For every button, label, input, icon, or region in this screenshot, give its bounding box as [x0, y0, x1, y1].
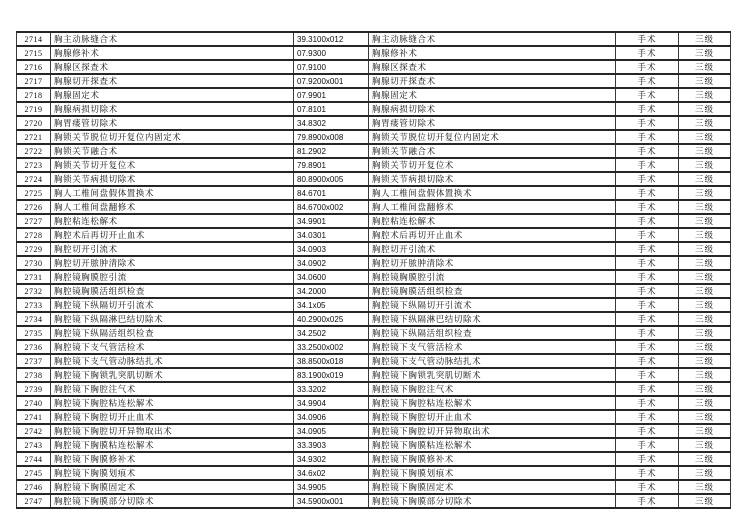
row-number-cell: 2727 [17, 214, 51, 228]
table-row [17, 32, 731, 46]
level-cell: 三级 [679, 228, 731, 242]
procedure-code-cell: 34.8302 [294, 116, 369, 130]
level-cell: 三级 [679, 270, 731, 284]
surgery-type-cell: 手术 [616, 396, 679, 410]
procedure-name-cell: 胸腔粘连松解术 [51, 214, 294, 228]
procedure-name-repeat-cell: 胸腺固定术 [369, 88, 616, 102]
level-cell: 三级 [679, 144, 731, 158]
table-row [17, 88, 731, 102]
procedure-name-cell: 胸腺切开探查术 [51, 74, 294, 88]
level-cell: 三级 [679, 88, 731, 102]
table-row [17, 186, 731, 200]
level-cell: 三级 [679, 438, 731, 452]
procedure-name-cell: 胸腔镜下胸膜划痕术 [51, 466, 294, 480]
procedure-code-cell: 39.3100x012 [294, 32, 369, 46]
surgery-type-cell: 手术 [616, 256, 679, 270]
table-row [17, 396, 731, 410]
procedure-name-cell: 胸锁关节切开复位术 [51, 158, 294, 172]
surgery-type-cell: 手术 [616, 200, 679, 214]
level-cell: 三级 [679, 214, 731, 228]
procedure-name-repeat-cell: 胸腔镜下胸膜划痕术 [369, 466, 616, 480]
row-number-cell: 2740 [17, 396, 51, 410]
procedure-name-repeat-cell: 胸腔镜下胸腔切开异物取出术 [369, 424, 616, 438]
procedure-code-cell: 34.0903 [294, 242, 369, 256]
row-number-cell: 2722 [17, 144, 51, 158]
table-row [17, 438, 731, 452]
table-row [17, 298, 731, 312]
table-row [17, 200, 731, 214]
table-body [17, 32, 731, 508]
surgery-type-cell: 手术 [616, 270, 679, 284]
row-number-cell: 2731 [17, 270, 51, 284]
procedure-code-cell: 34.0600 [294, 270, 369, 284]
surgery-type-cell: 手术 [616, 298, 679, 312]
procedure-name-cell: 胸腺区探查术 [51, 60, 294, 74]
row-number-cell: 2715 [17, 46, 51, 60]
level-cell: 三级 [679, 46, 731, 60]
table-row [17, 480, 731, 494]
level-cell: 三级 [679, 312, 731, 326]
level-cell: 三级 [679, 368, 731, 382]
procedure-name-repeat-cell: 胸腺修补术 [369, 46, 616, 60]
surgery-type-cell: 手术 [616, 158, 679, 172]
row-number-cell: 2719 [17, 102, 51, 116]
surgery-type-cell: 手术 [616, 494, 679, 508]
table-row [17, 340, 731, 354]
level-cell: 三级 [679, 256, 731, 270]
procedure-name-repeat-cell: 胸腺病损切除术 [369, 102, 616, 116]
surgery-type-cell: 手术 [616, 424, 679, 438]
procedure-name-cell: 胸腔镜下胸膜部分切除术 [51, 494, 294, 508]
table-row [17, 74, 731, 88]
procedure-code-cell: 34.1x05 [294, 298, 369, 312]
procedure-name-repeat-cell: 胸腺区探查术 [369, 60, 616, 74]
row-number-cell: 2734 [17, 312, 51, 326]
procedure-name-repeat-cell: 胸腔镜胸膜活组织检查 [369, 284, 616, 298]
row-number-cell: 2728 [17, 228, 51, 242]
procedure-name-repeat-cell: 胸腔镜下胸膜部分切除术 [369, 494, 616, 508]
level-cell: 三级 [679, 158, 731, 172]
table-row [17, 158, 731, 172]
procedure-name-cell: 胸腔镜下纵隔淋巴结切除术 [51, 312, 294, 326]
surgery-type-cell: 手术 [616, 368, 679, 382]
procedure-code-cell: 34.0906 [294, 410, 369, 424]
procedure-code-cell: 34.0301 [294, 228, 369, 242]
surgery-type-cell: 手术 [616, 130, 679, 144]
row-number-cell: 2746 [17, 480, 51, 494]
procedure-name-repeat-cell: 胸腔镜下支气管动脉结扎术 [369, 354, 616, 368]
procedure-name-cell: 胸腔镜下纵隔切开引流术 [51, 298, 294, 312]
procedure-name-cell: 胸腺病损切除术 [51, 102, 294, 116]
level-cell: 三级 [679, 130, 731, 144]
surgery-type-cell: 手术 [616, 312, 679, 326]
surgery-type-cell: 手术 [616, 172, 679, 186]
procedure-name-repeat-cell: 胸腔镜下纵隔活组织检查 [369, 326, 616, 340]
surgery-type-cell: 手术 [616, 438, 679, 452]
level-cell: 三级 [679, 410, 731, 424]
procedure-code-table [16, 31, 731, 509]
procedure-name-cell: 胸腔镜下胸腔注气术 [51, 382, 294, 396]
surgery-type-cell: 手术 [616, 354, 679, 368]
row-number-cell: 2743 [17, 438, 51, 452]
level-cell: 三级 [679, 284, 731, 298]
surgery-type-cell: 手术 [616, 214, 679, 228]
procedure-code-cell: 79.8900x008 [294, 130, 369, 144]
table-row [17, 130, 731, 144]
row-number-cell: 2714 [17, 32, 51, 46]
procedure-code-cell: 34.9901 [294, 214, 369, 228]
level-cell: 三级 [679, 32, 731, 46]
row-number-cell: 2726 [17, 200, 51, 214]
row-number-cell: 2729 [17, 242, 51, 256]
procedure-name-repeat-cell: 胸腔粘连松解术 [369, 214, 616, 228]
procedure-name-cell: 胸腔术后再切开止血术 [51, 228, 294, 242]
level-cell: 三级 [679, 200, 731, 214]
surgery-type-cell: 手术 [616, 144, 679, 158]
procedure-code-cell: 34.9905 [294, 480, 369, 494]
procedure-name-cell: 胸人工椎间盘假体置换术 [51, 186, 294, 200]
table-row [17, 270, 731, 284]
procedure-name-cell: 胸人工椎间盘翻修术 [51, 200, 294, 214]
procedure-code-cell: 07.9901 [294, 88, 369, 102]
level-cell: 三级 [679, 186, 731, 200]
row-number-cell: 2745 [17, 466, 51, 480]
procedure-code-cell: 84.6700x002 [294, 200, 369, 214]
row-number-cell: 2742 [17, 424, 51, 438]
row-number-cell: 2741 [17, 410, 51, 424]
row-number-cell: 2744 [17, 452, 51, 466]
procedure-name-cell: 胸腔切开引流术 [51, 242, 294, 256]
level-cell: 三级 [679, 242, 731, 256]
level-cell: 三级 [679, 340, 731, 354]
row-number-cell: 2747 [17, 494, 51, 508]
table-row [17, 312, 731, 326]
table-row [17, 494, 731, 508]
level-cell: 三级 [679, 354, 731, 368]
procedure-code-cell: 38.8500x018 [294, 354, 369, 368]
row-number-cell: 2724 [17, 172, 51, 186]
procedure-name-cell: 胸腔镜下纵隔活组织检查 [51, 326, 294, 340]
procedure-name-repeat-cell: 胸锁关节病损切除术 [369, 172, 616, 186]
procedure-name-repeat-cell: 胸腔镜下胸锁乳突肌切断术 [369, 368, 616, 382]
table-row [17, 242, 731, 256]
procedure-code-cell: 34.0902 [294, 256, 369, 270]
table-row [17, 382, 731, 396]
procedure-code-cell: 07.9200x001 [294, 74, 369, 88]
procedure-name-repeat-cell: 胸腔镜胸膜腔引流 [369, 270, 616, 284]
procedure-name-repeat-cell: 胸锁关节融合术 [369, 144, 616, 158]
table-row [17, 256, 731, 270]
procedure-name-repeat-cell: 胸腔镜下胸腔注气术 [369, 382, 616, 396]
row-number-cell: 2716 [17, 60, 51, 74]
procedure-name-cell: 胸腺固定术 [51, 88, 294, 102]
table-row [17, 172, 731, 186]
procedure-name-cell: 胸腔镜下胸腔粘连松解术 [51, 396, 294, 410]
procedure-code-cell: 79.8901 [294, 158, 369, 172]
surgery-type-cell: 手术 [616, 284, 679, 298]
procedure-name-cell: 胸锁关节脱位切开复位内固定术 [51, 130, 294, 144]
procedure-code-cell: 33.3903 [294, 438, 369, 452]
row-number-cell: 2735 [17, 326, 51, 340]
procedure-name-repeat-cell: 胸主动脉缝合术 [369, 32, 616, 46]
procedure-code-cell: 33.3202 [294, 382, 369, 396]
table-row [17, 116, 731, 130]
level-cell: 三级 [679, 480, 731, 494]
procedure-name-cell: 胸腔镜胸膜活组织检查 [51, 284, 294, 298]
procedure-name-repeat-cell: 胸腔切开脓肿清除术 [369, 256, 616, 270]
procedure-name-cell: 胸腔切开脓肿清除术 [51, 256, 294, 270]
surgery-type-cell: 手术 [616, 46, 679, 60]
row-number-cell: 2725 [17, 186, 51, 200]
level-cell: 三级 [679, 60, 731, 74]
procedure-name-repeat-cell: 胸腔切开引流术 [369, 242, 616, 256]
level-cell: 三级 [679, 466, 731, 480]
procedure-name-cell: 胸腔镜下胸膜粘连松解术 [51, 438, 294, 452]
surgery-type-cell: 手术 [616, 186, 679, 200]
procedure-name-cell: 胸主动脉缝合术 [51, 32, 294, 46]
procedure-name-repeat-cell: 胸人工椎间盘假体置换术 [369, 186, 616, 200]
procedure-name-cell: 胸腔镜下支气管动脉结扎术 [51, 354, 294, 368]
procedure-name-repeat-cell: 胸腺切开探查术 [369, 74, 616, 88]
procedure-name-repeat-cell: 胸人工椎间盘翻修术 [369, 200, 616, 214]
row-number-cell: 2721 [17, 130, 51, 144]
level-cell: 三级 [679, 326, 731, 340]
surgery-type-cell: 手术 [616, 88, 679, 102]
table-row [17, 214, 731, 228]
row-number-cell: 2718 [17, 88, 51, 102]
table-row [17, 326, 731, 340]
procedure-name-cell: 胸腔镜下支气管活检术 [51, 340, 294, 354]
surgery-type-cell: 手术 [616, 242, 679, 256]
surgery-type-cell: 手术 [616, 116, 679, 130]
surgery-type-cell: 手术 [616, 480, 679, 494]
procedure-code-cell: 83.1900x019 [294, 368, 369, 382]
surgery-type-cell: 手术 [616, 32, 679, 46]
row-number-cell: 2736 [17, 340, 51, 354]
procedure-name-repeat-cell: 胸腔镜下纵隔切开引流术 [369, 298, 616, 312]
procedure-code-cell: 07.8101 [294, 102, 369, 116]
surgery-type-cell: 手术 [616, 340, 679, 354]
surgery-type-cell: 手术 [616, 452, 679, 466]
table-row [17, 410, 731, 424]
procedure-code-cell: 34.9904 [294, 396, 369, 410]
surgery-type-cell: 手术 [616, 466, 679, 480]
surgery-type-cell: 手术 [616, 326, 679, 340]
table-row [17, 284, 731, 298]
procedure-code-cell: 34.0905 [294, 424, 369, 438]
procedure-code-cell: 07.9300 [294, 46, 369, 60]
row-number-cell: 2730 [17, 256, 51, 270]
procedure-code-cell: 34.5900x001 [294, 494, 369, 508]
level-cell: 三级 [679, 298, 731, 312]
level-cell: 三级 [679, 172, 731, 186]
procedure-name-repeat-cell: 胸腔镜下胸腔粘连松解术 [369, 396, 616, 410]
level-cell: 三级 [679, 102, 731, 116]
level-cell: 三级 [679, 74, 731, 88]
procedure-code-cell: 40.2900x025 [294, 312, 369, 326]
procedure-name-cell: 胸胃瘘管切除术 [51, 116, 294, 130]
table-row [17, 46, 731, 60]
surgery-type-cell: 手术 [616, 410, 679, 424]
procedure-name-repeat-cell: 胸腔镜下胸膜固定术 [369, 480, 616, 494]
procedure-code-cell: 34.2000 [294, 284, 369, 298]
table-row [17, 354, 731, 368]
row-number-cell: 2732 [17, 284, 51, 298]
level-cell: 三级 [679, 396, 731, 410]
table-row [17, 144, 731, 158]
level-cell: 三级 [679, 382, 731, 396]
row-number-cell: 2720 [17, 116, 51, 130]
level-cell: 三级 [679, 424, 731, 438]
row-number-cell: 2733 [17, 298, 51, 312]
level-cell: 三级 [679, 494, 731, 508]
procedure-name-cell: 胸腔镜下胸膜修补术 [51, 452, 294, 466]
procedure-name-repeat-cell: 胸腔镜下胸膜粘连松解术 [369, 438, 616, 452]
procedure-code-cell: 80.8900x005 [294, 172, 369, 186]
procedure-name-cell: 胸腔镜下胸膜固定术 [51, 480, 294, 494]
table-row [17, 102, 731, 116]
surgery-type-cell: 手术 [616, 60, 679, 74]
procedure-name-cell: 胸腔镜下胸腔切开异物取出术 [51, 424, 294, 438]
row-number-cell: 2723 [17, 158, 51, 172]
row-number-cell: 2737 [17, 354, 51, 368]
procedure-code-cell: 34.6x02 [294, 466, 369, 480]
table-row [17, 228, 731, 242]
procedure-name-cell: 胸腺修补术 [51, 46, 294, 60]
procedure-name-repeat-cell: 胸胃瘘管切除术 [369, 116, 616, 130]
procedure-code-cell: 33.2500x002 [294, 340, 369, 354]
procedure-name-repeat-cell: 胸腔镜下胸腔切开止血术 [369, 410, 616, 424]
procedure-name-repeat-cell: 胸锁关节切开复位术 [369, 158, 616, 172]
table-row [17, 424, 731, 438]
procedure-name-cell: 胸锁关节病损切除术 [51, 172, 294, 186]
procedure-name-repeat-cell: 胸腔镜下胸膜修补术 [369, 452, 616, 466]
procedure-name-repeat-cell: 胸锁关节脱位切开复位内固定术 [369, 130, 616, 144]
procedure-name-cell: 胸腔镜下胸锁乳突肌切断术 [51, 368, 294, 382]
procedure-code-cell: 34.9302 [294, 452, 369, 466]
procedure-name-repeat-cell: 胸腔镜下支气管活检术 [369, 340, 616, 354]
table-row [17, 60, 731, 74]
table-row [17, 466, 731, 480]
row-number-cell: 2739 [17, 382, 51, 396]
procedure-code-cell: 34.2502 [294, 326, 369, 340]
procedure-name-repeat-cell: 胸腔镜下纵隔淋巴结切除术 [369, 312, 616, 326]
row-number-cell: 2738 [17, 368, 51, 382]
procedure-name-cell: 胸锁关节融合术 [51, 144, 294, 158]
procedure-code-cell: 07.9100 [294, 60, 369, 74]
surgery-type-cell: 手术 [616, 228, 679, 242]
procedure-code-cell: 84.6701 [294, 186, 369, 200]
procedure-name-cell: 胸腔镜胸膜腔引流 [51, 270, 294, 284]
procedure-name-repeat-cell: 胸腔术后再切开止血术 [369, 228, 616, 242]
table-row [17, 368, 731, 382]
procedure-code-cell: 81.2902 [294, 144, 369, 158]
surgery-type-cell: 手术 [616, 74, 679, 88]
table-row [17, 452, 731, 466]
level-cell: 三级 [679, 452, 731, 466]
surgery-type-cell: 手术 [616, 102, 679, 116]
procedure-name-cell: 胸腔镜下胸腔切开止血术 [51, 410, 294, 424]
surgery-type-cell: 手术 [616, 382, 679, 396]
row-number-cell: 2717 [17, 74, 51, 88]
level-cell: 三级 [679, 116, 731, 130]
